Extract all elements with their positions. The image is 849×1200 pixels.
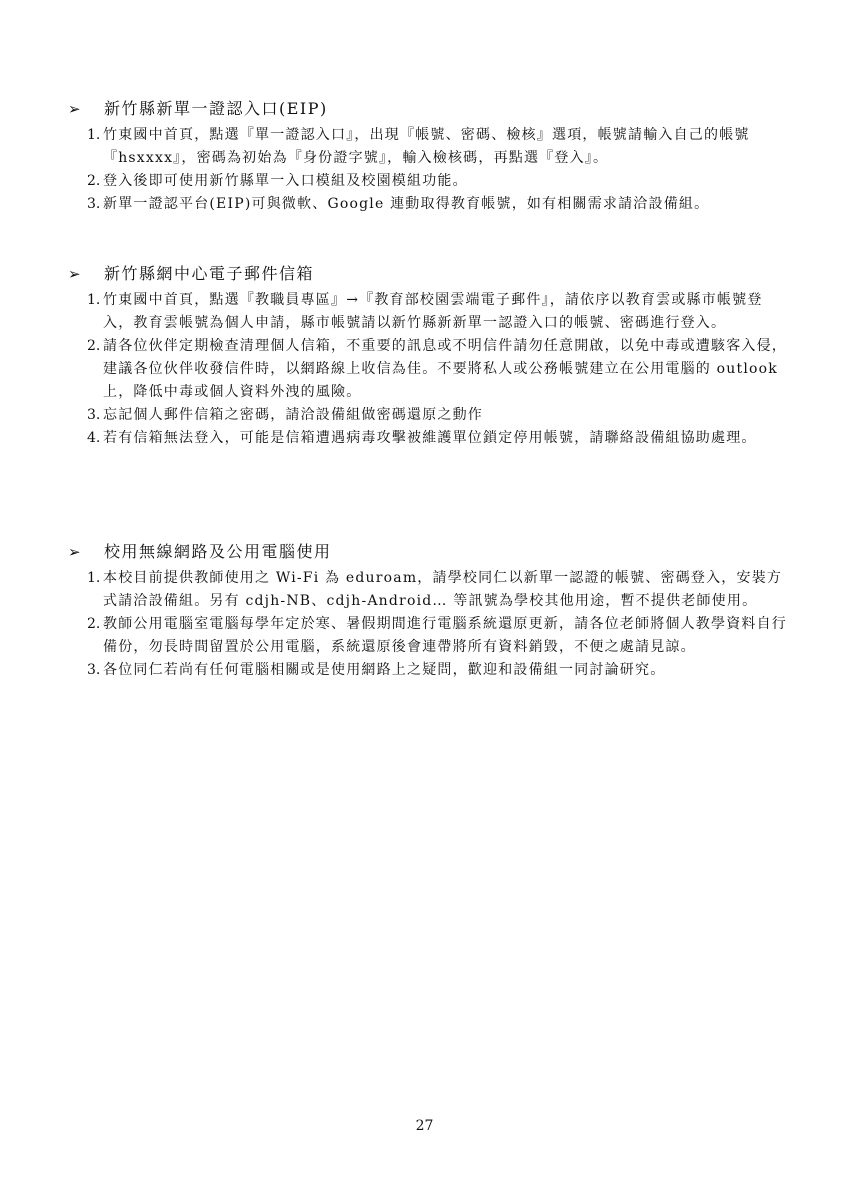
item-number: 1. bbox=[87, 570, 101, 586]
list-item bbox=[68, 289, 788, 335]
list-item bbox=[68, 193, 788, 216]
item-text: 本校目前提供教師使用之 Wi-Fi 為 eduroam，請學校同仁以新單一認證的帳號、密碼登入，安裝方式請洽設備組。另有 cdjh-NB、cdjh-Android… 等訊號為學校其他用途，暫不提供老師使用。 bbox=[103, 570, 783, 609]
item-number: 4. bbox=[87, 430, 101, 446]
section-title: 校用無線網路及公用電腦使用 bbox=[104, 542, 332, 561]
list-item bbox=[68, 567, 788, 613]
item-number: 3. bbox=[87, 407, 101, 423]
item-text: 忘記個人郵件信箱之密碼，請洽設備組做密碼還原之動作 bbox=[103, 407, 483, 423]
section-wifi-pc bbox=[68, 539, 788, 682]
list-item bbox=[68, 613, 788, 659]
list-item bbox=[68, 427, 788, 450]
item-text: 竹東國中首頁，點選『單一證認入口』，出現『帳號、密碼、檢核』選項，帳號請輸入自己的帳號『hsxxxx』，密碼為初始為『身份證字號』，輸入檢核碼，再點選『登入』。 bbox=[103, 127, 750, 166]
section-item-list bbox=[68, 567, 788, 682]
item-text: 教師公用電腦室電腦每學年定於寒、暑假期間進行電腦系統還原更新，請各位老師將個人教學資料自行備份，勿長時間留置於公用電腦，系統還原後會連帶將所有資料銷毀，不便之處請見諒。 bbox=[103, 616, 787, 655]
item-number: 1. bbox=[87, 127, 101, 143]
item-text: 新單一證認平台(EIP)可與微軟、Google 連動取得教育帳號，如有相關需求請洽設備組。 bbox=[103, 196, 710, 212]
list-item bbox=[68, 659, 788, 682]
item-text: 登入後即可使用新竹縣單一入口模組及校園模組功能。 bbox=[103, 173, 468, 189]
arrow-bullet-icon: ➢ bbox=[68, 543, 83, 561]
list-item bbox=[68, 124, 788, 170]
list-item bbox=[68, 404, 788, 427]
item-text: 竹東國中首頁，點選『教職員專區』→『教育部校園雲端電子郵件』，請依序以教育雲或縣市帳號登入，教育雲帳號為個人申請，縣市帳號請以新竹縣新新單一認證入口的帳號、密碼進行登入。 bbox=[103, 292, 763, 331]
list-item bbox=[68, 335, 788, 404]
item-number: 3. bbox=[87, 196, 101, 212]
section-email bbox=[68, 261, 788, 450]
section-title-row bbox=[68, 261, 788, 287]
item-number: 2. bbox=[87, 173, 101, 189]
section-title-row bbox=[68, 96, 788, 122]
arrow-bullet-icon: ➢ bbox=[68, 265, 83, 283]
section-eip bbox=[68, 96, 788, 216]
section-item-list bbox=[68, 124, 788, 216]
item-number: 2. bbox=[87, 616, 101, 632]
arrow-bullet-icon: ➢ bbox=[68, 100, 83, 118]
section-item-list bbox=[68, 289, 788, 450]
section-title-row bbox=[68, 539, 788, 565]
page-number: 27 bbox=[415, 1118, 434, 1134]
item-number: 2. bbox=[87, 338, 101, 354]
item-number: 3. bbox=[87, 662, 101, 678]
list-item bbox=[68, 170, 788, 193]
item-text: 各位同仁若尚有任何電腦相關或是使用網路上之疑問，歡迎和設備組一同討論研究。 bbox=[103, 662, 666, 678]
section-title: 新竹縣網中心電子郵件信箱 bbox=[104, 264, 315, 283]
item-text: 請各位伙伴定期檢查清理個人信箱，不重要的訊息或不明信件請勿任意開啟，以免中毒或遭駭客入侵，建議各位伙伴收發信件時，以網路線上收信為佳。不要將私人或公務帳號建立在公用電腦的 outlook 上，降低中毒或個人資料外洩的風險。 bbox=[103, 338, 787, 400]
section-title: 新竹縣新單一證認入口(EIP) bbox=[104, 99, 328, 118]
item-number: 1. bbox=[87, 292, 101, 308]
item-text: 若有信箱無法登入，可能是信箱遭遇病毒攻擊被維護單位鎖定停用帳號，請聯絡設備組協助處理。 bbox=[103, 430, 757, 446]
